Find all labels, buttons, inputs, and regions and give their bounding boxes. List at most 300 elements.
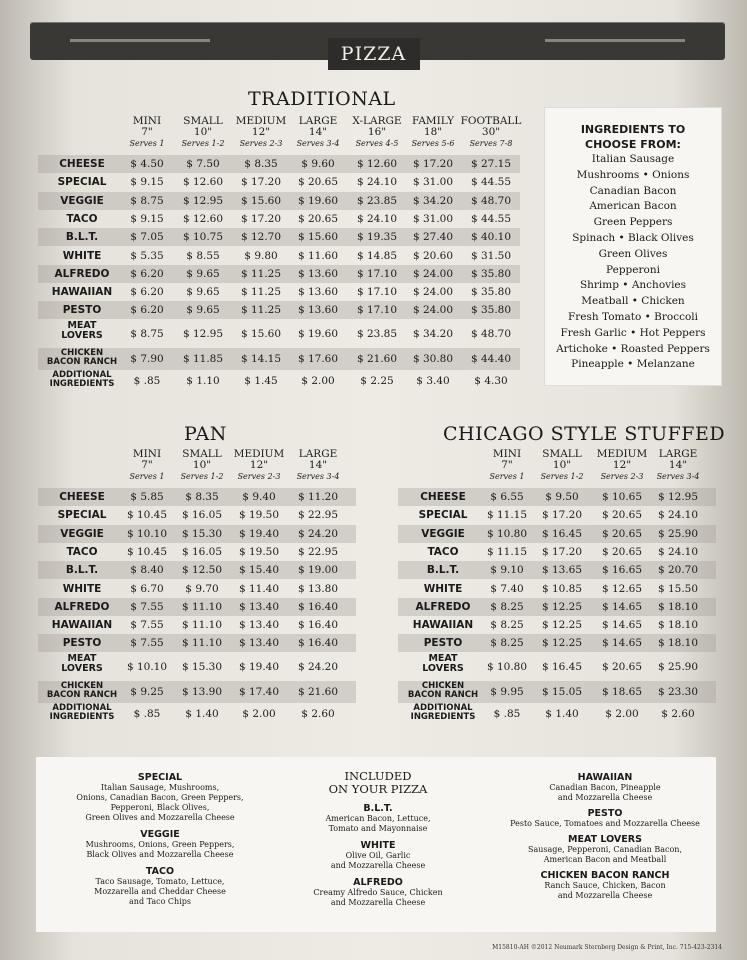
price-cell: $ 13.65 — [541, 564, 583, 577]
description-text: Creamy Alfredo Sauce, Chicken and Mozzarella Cheese — [313, 888, 443, 907]
size-header — [227, 449, 291, 482]
price-row — [38, 543, 356, 561]
item-name: ADDITIONAL INGREDIENTS — [410, 703, 476, 723]
price-cell: $ 25.90 — [657, 660, 699, 673]
price-cell: $ 21.60 — [297, 686, 339, 698]
price-cell: $ 10.45 — [126, 509, 168, 522]
price-cell: $ 9.40 — [242, 491, 276, 503]
price-cell: $ 4.30 — [474, 375, 508, 388]
price-cell: $ 8.75 — [130, 327, 164, 340]
price-cell: $ 14.65 — [601, 619, 643, 632]
price-row — [38, 228, 520, 246]
price-cell: $ 17.60 — [297, 353, 339, 365]
price-cell: $ .85 — [133, 375, 161, 388]
price-row — [38, 301, 520, 319]
size-name: LARGE — [658, 448, 698, 460]
description-text: Taco Sausage, Tomato, Lettuce, Mozzarella and Cheddar Cheese and Taco Chips — [94, 877, 226, 906]
price-cell: $ 35.80 — [470, 267, 512, 280]
price-row — [38, 598, 356, 616]
size-header — [590, 449, 654, 482]
price-cell: $ 34.20 — [412, 194, 454, 207]
item-name: TACO — [66, 545, 98, 558]
price-cell: $ 44.55 — [470, 212, 512, 225]
price-row — [398, 488, 716, 506]
price-cell: $ 6.70 — [130, 582, 164, 595]
price-cell: $ 1.10 — [186, 375, 220, 388]
price-cell: $ 2.60 — [661, 708, 695, 721]
price-cell: $ 1.45 — [244, 375, 278, 388]
price-cell: $ 10.85 — [541, 582, 583, 595]
size-name: FOOTBALL — [460, 115, 522, 127]
price-cell: $ 10.65 — [601, 491, 643, 503]
price-cell: $ 27.40 — [412, 231, 454, 244]
price-cell: $ 9.25 — [130, 686, 164, 698]
price-cell: $ 11.10 — [181, 637, 223, 650]
price-cell: $ 7.40 — [490, 582, 524, 595]
ingredient-item: American Bacon — [589, 200, 677, 213]
right-ornament-icon — [545, 39, 685, 42]
size-name: X-LARGE — [352, 115, 402, 127]
size-serves: Serves 1 — [129, 472, 165, 481]
size-inches: 12" — [249, 459, 269, 471]
price-cell: $ 8.35 — [244, 158, 278, 170]
size-header — [229, 116, 293, 149]
price-cell: $ 9.80 — [244, 249, 278, 262]
price-cell: $ 8.40 — [130, 564, 164, 577]
price-cell: $ 12.50 — [181, 564, 223, 577]
price-cell: $ 16.45 — [541, 660, 583, 673]
price-cell: $ 10.75 — [182, 231, 224, 244]
price-cell: $ 13.40 — [238, 619, 280, 632]
price-cell: $ 15.50 — [657, 582, 699, 595]
price-cell: $ 20.60 — [412, 249, 454, 262]
item-name: WHITE — [62, 582, 102, 595]
price-cell: $ 2.25 — [360, 375, 394, 388]
price-cell: $ 6.20 — [130, 304, 164, 317]
size-serves: Serves 2-3 — [239, 139, 283, 148]
description-block — [278, 840, 478, 871]
price-row — [38, 703, 356, 725]
price-cell: $ 11.15 — [486, 545, 528, 558]
description-text: Italian Sausage, Mushrooms, Onions, Canadian Bacon, Green Peppers, Pepperoni, Black Olives, Green Olives and Mozzarella Cheese — [76, 783, 244, 822]
included-title: INCLUDED ON YOUR PIZZA — [328, 769, 428, 796]
ingredient-item: Canadian Bacon — [589, 184, 677, 197]
price-cell: $ 19.50 — [238, 545, 280, 558]
price-cell: $ 9.15 — [130, 176, 164, 189]
size-header — [286, 116, 350, 149]
ingredient-item: Italian Sausage — [591, 153, 675, 165]
price-cell: $ 15.60 — [297, 231, 339, 244]
price-row — [398, 598, 716, 616]
ingredient-item: Green Olives — [598, 247, 668, 260]
size-inches: 7" — [141, 126, 153, 138]
price-cell: $ 19.40 — [238, 527, 280, 540]
price-cell: $ 15.40 — [238, 564, 280, 577]
price-cell: $ 20.65 — [601, 527, 643, 540]
item-name: MEAT LOVERS — [61, 319, 103, 341]
price-row — [38, 561, 356, 579]
price-cell: $ 12.65 — [601, 582, 643, 595]
traditional-title: TRADITIONAL — [248, 88, 396, 110]
price-cell: $ 7.55 — [130, 637, 164, 650]
price-row — [38, 283, 520, 301]
price-cell: $ 20.70 — [657, 564, 699, 577]
price-cell: $ 16.40 — [297, 600, 339, 613]
price-cell: $ 17.40 — [238, 686, 280, 698]
price-cell: $ 7.55 — [130, 619, 164, 632]
price-cell: $ 11.40 — [238, 582, 280, 595]
price-cell: $ 11.25 — [240, 304, 282, 317]
price-cell: $ 18.10 — [657, 637, 699, 650]
description-block — [60, 772, 260, 823]
price-cell: $ 10.80 — [486, 527, 528, 540]
item-name: CHICKEN BACON RANCH — [407, 681, 479, 700]
price-cell: $ 23.85 — [356, 194, 398, 207]
price-cell: $ 15.30 — [181, 660, 223, 673]
size-name: MEDIUM — [235, 115, 287, 127]
price-cell: $ 8.25 — [490, 600, 524, 613]
ingredient-item: Shrimp • Anchovies — [579, 279, 687, 292]
price-row — [38, 155, 520, 173]
description-block — [60, 829, 260, 860]
price-row — [38, 348, 520, 370]
description-heading: SPECIAL — [137, 772, 183, 783]
price-cell: $ 17.20 — [541, 509, 583, 522]
price-cell: $ 24.20 — [297, 527, 339, 540]
item-name: SPECIAL — [418, 509, 468, 522]
price-cell: $ 12.60 — [182, 176, 224, 189]
price-cell: $ 12.95 — [182, 327, 224, 340]
price-cell: $ 14.15 — [240, 353, 282, 365]
size-serves: Serves 3-4 — [296, 139, 340, 148]
ingredient-item: Fresh Garlic • Hot Peppers — [560, 326, 706, 339]
price-row — [398, 634, 716, 652]
price-cell: $ 23.85 — [356, 327, 398, 340]
price-cell: $ 13.90 — [181, 686, 223, 698]
price-cell: $ 16.40 — [297, 637, 339, 650]
price-row — [398, 543, 716, 561]
price-cell: $ 11.85 — [182, 353, 224, 365]
price-row — [38, 370, 520, 392]
size-serves: Serves 7-8 — [469, 139, 513, 148]
ingredient-item: Meatball • Chicken — [581, 295, 685, 308]
price-cell: $ 8.55 — [186, 249, 220, 262]
item-name: CHICKEN BACON RANCH — [46, 681, 118, 700]
price-cell: $ 2.00 — [301, 375, 335, 388]
ingredient-item: Artichoke • Roasted Peppers — [556, 342, 710, 355]
price-cell: $ 12.25 — [541, 637, 583, 650]
price-cell: $ 10.10 — [126, 660, 168, 673]
size-inches: 10" — [192, 459, 212, 471]
price-cell: $ 9.65 — [186, 267, 220, 280]
item-name: WHITE — [62, 249, 102, 262]
item-name: TACO — [66, 212, 98, 225]
price-cell: $ 2.00 — [242, 708, 276, 721]
footer-credit: M15810-AH ©2012 Neumark Sternberg Design & Print, Inc. 715-423-2314 — [492, 944, 722, 951]
price-cell: $ 24.10 — [356, 212, 398, 225]
ingredient-item: Green Peppers — [593, 216, 673, 229]
price-cell: $ 24.20 — [297, 660, 339, 673]
price-cell: $ 9.65 — [186, 286, 220, 299]
description-heading: CHICKEN BACON RANCH — [540, 870, 670, 881]
price-cell: $ 24.10 — [657, 545, 699, 558]
price-cell: $ 16.45 — [541, 527, 583, 540]
description-block — [505, 772, 705, 803]
price-row — [38, 488, 356, 506]
price-cell: $ 1.40 — [545, 708, 579, 721]
size-header — [646, 449, 710, 482]
item-name: MEAT LOVERS — [61, 652, 103, 674]
price-cell: $ 8.75 — [130, 194, 164, 207]
size-name: MEDIUM — [596, 448, 648, 460]
price-row — [38, 210, 520, 228]
price-cell: $ 20.65 — [601, 545, 643, 558]
description-text: Mushrooms, Onions, Green Peppers, Black Olives and Mozzarella Cheese — [85, 840, 235, 859]
price-cell: $ 35.80 — [470, 286, 512, 299]
price-cell: $ 17.10 — [356, 304, 398, 317]
price-cell: $ 20.65 — [601, 660, 643, 673]
ingredients-list — [545, 152, 721, 373]
description-heading: VEGGIE — [140, 829, 180, 840]
item-name: CHEESE — [59, 491, 105, 503]
price-cell: $ 30.80 — [412, 353, 454, 365]
price-cell: $ 27.15 — [470, 158, 512, 170]
size-name: FAMILY — [411, 115, 455, 127]
description-block — [60, 866, 260, 907]
description-block — [278, 877, 478, 908]
item-name: ADDITIONAL INGREDIENTS — [49, 370, 115, 390]
size-inches: 14" — [308, 126, 328, 138]
price-cell: $ 15.60 — [240, 327, 282, 340]
size-name: MINI — [492, 448, 522, 460]
price-cell: $ 7.05 — [130, 231, 164, 244]
price-cell: $ 13.60 — [297, 304, 339, 317]
price-cell: $ 31.00 — [412, 176, 454, 189]
price-cell: $ 6.55 — [490, 491, 524, 503]
price-cell: $ 12.60 — [356, 158, 398, 170]
size-serves: Serves 5-6 — [411, 139, 455, 148]
description-block — [505, 834, 705, 865]
price-cell: $ 12.95 — [182, 194, 224, 207]
price-cell: $ 13.40 — [238, 600, 280, 613]
size-inches: 12" — [612, 459, 632, 471]
ingredient-item: Pineapple • Melanzane — [571, 358, 695, 371]
size-serves: Serves 3-4 — [656, 472, 700, 481]
description-heading: TACO — [145, 866, 175, 877]
size-name: LARGE — [298, 115, 338, 127]
price-row — [38, 525, 356, 543]
price-cell: $ 24.00 — [412, 286, 454, 299]
price-cell: $ 10.80 — [486, 660, 528, 673]
description-heading: B.L.T. — [363, 803, 393, 814]
item-name: PESTO — [62, 304, 102, 317]
item-name: CHICKEN BACON RANCH — [46, 348, 118, 367]
size-inches: 10" — [552, 459, 572, 471]
pan-title: PAN — [184, 423, 227, 445]
price-cell: $ 19.40 — [238, 660, 280, 673]
ingredient-item: Fresh Tomato • Broccoli — [568, 310, 698, 323]
size-inches: 10" — [193, 126, 213, 138]
price-row — [38, 681, 356, 703]
price-cell: $ 9.60 — [301, 158, 335, 170]
item-name: ALFREDO — [54, 267, 110, 280]
item-name: PESTO — [423, 637, 463, 650]
price-cell: $ 20.65 — [601, 509, 643, 522]
price-cell: $ 24.00 — [412, 304, 454, 317]
price-cell: $ 9.50 — [545, 491, 579, 503]
price-row — [38, 616, 356, 634]
price-cell: $ 18.10 — [657, 619, 699, 632]
price-cell: $ 19.60 — [297, 194, 339, 207]
price-cell: $ 16.05 — [181, 509, 223, 522]
pizza-title: PIZZA — [328, 38, 420, 70]
price-cell: $ 7.50 — [186, 158, 220, 170]
item-name: CHEESE — [59, 158, 105, 170]
price-row — [38, 653, 356, 681]
price-cell: $ 8.25 — [490, 619, 524, 632]
size-name: SMALL — [183, 115, 223, 127]
price-cell: $ 19.35 — [356, 231, 398, 244]
price-cell: $ 40.10 — [470, 231, 512, 244]
price-cell: $ 11.60 — [297, 249, 339, 262]
price-cell: $ 8.25 — [490, 637, 524, 650]
price-cell: $ 18.10 — [657, 600, 699, 613]
price-row — [398, 580, 716, 598]
price-cell: $ 14.65 — [601, 637, 643, 650]
price-row — [38, 320, 520, 348]
price-cell: $ 9.70 — [185, 582, 219, 595]
price-row — [398, 703, 716, 725]
size-name: MEDIUM — [233, 448, 285, 460]
price-cell: $ 4.50 — [130, 158, 164, 170]
price-cell: $ 25.90 — [657, 527, 699, 540]
size-inches: 18" — [423, 126, 443, 138]
price-cell: $ 19.00 — [297, 564, 339, 577]
price-cell: $ 17.20 — [240, 212, 282, 225]
description-block — [505, 870, 705, 901]
ingredients-box — [545, 108, 721, 385]
price-cell: $ 9.10 — [490, 564, 524, 577]
price-cell: $ 24.00 — [412, 267, 454, 280]
price-cell: $ 14.85 — [356, 249, 398, 262]
description-heading: MEAT LOVERS — [568, 834, 642, 845]
item-name: HAWAIIAN — [412, 619, 474, 632]
size-inches: 30" — [481, 126, 501, 138]
price-cell: $ 1.40 — [185, 708, 219, 721]
size-serves: Serves 3-4 — [296, 472, 340, 481]
price-cell: $ 12.60 — [182, 212, 224, 225]
price-cell: $ 48.70 — [470, 194, 512, 207]
price-cell: $ 16.65 — [601, 564, 643, 577]
price-cell: $ 6.20 — [130, 286, 164, 299]
item-name: B.L.T. — [65, 564, 99, 577]
price-row — [38, 634, 356, 652]
size-name: LARGE — [298, 448, 338, 460]
price-row — [398, 525, 716, 543]
price-cell: $ 19.60 — [297, 327, 339, 340]
price-cell: $ 11.25 — [240, 267, 282, 280]
price-row — [398, 616, 716, 634]
size-header — [459, 116, 523, 149]
price-cell: $ 12.25 — [541, 600, 583, 613]
price-cell: $ 22.95 — [297, 545, 339, 558]
price-cell: $ 34.20 — [412, 327, 454, 340]
size-name: MINI — [132, 115, 162, 127]
item-name: VEGGIE — [60, 194, 104, 207]
price-row — [38, 506, 356, 524]
price-cell: $ 48.70 — [470, 327, 512, 340]
description-text: Olive Oil, Garlic and Mozzarella Cheese — [330, 851, 426, 870]
item-name: VEGGIE — [421, 527, 465, 540]
price-cell: $ 5.35 — [130, 249, 164, 262]
price-cell: $ 16.05 — [181, 545, 223, 558]
description-text: Pesto Sauce, Tomatoes and Mozzarella Cheese — [510, 819, 700, 828]
price-cell: $ 12.95 — [657, 491, 699, 503]
price-cell: $ 12.25 — [541, 619, 583, 632]
size-inches: 16" — [367, 126, 387, 138]
price-cell: $ 19.50 — [238, 509, 280, 522]
price-cell: $ 8.35 — [185, 491, 219, 503]
size-name: SMALL — [182, 448, 222, 460]
size-header — [171, 116, 235, 149]
size-serves: Serves 2-3 — [237, 472, 281, 481]
price-cell: $ 9.15 — [130, 212, 164, 225]
item-name: SPECIAL — [57, 176, 107, 189]
size-name: MINI — [132, 448, 162, 460]
size-header — [530, 449, 594, 482]
description-text: Ranch Sauce, Chicken, Bacon and Mozzarella Cheese — [544, 881, 666, 900]
size-inches: 14" — [668, 459, 688, 471]
price-cell: $ 20.65 — [297, 212, 339, 225]
size-serves: Serves 1-2 — [540, 472, 584, 481]
description-heading: ALFREDO — [353, 877, 403, 888]
price-cell: $ 11.10 — [181, 600, 223, 613]
item-name: MEAT LOVERS — [422, 652, 464, 674]
price-cell: $ .85 — [133, 708, 161, 721]
price-cell: $ 15.60 — [240, 194, 282, 207]
description-text: Sausage, Pepperoni, Canadian Bacon, American Bacon and Meatball — [528, 845, 682, 864]
size-serves: Serves 1 — [489, 472, 525, 481]
price-row — [38, 580, 356, 598]
ingredient-item: Spinach • Black Olives — [572, 231, 694, 244]
price-cell: $ 31.00 — [412, 212, 454, 225]
price-cell: $ 11.10 — [181, 619, 223, 632]
price-cell: $ 7.90 — [130, 353, 164, 365]
ingredient-item: Mushrooms • Onions — [576, 168, 690, 181]
price-cell: $ .85 — [493, 708, 521, 721]
item-name: ALFREDO — [415, 600, 471, 613]
price-cell: $ 13.80 — [297, 582, 339, 595]
item-name: B.L.T. — [65, 231, 99, 244]
price-cell: $ 5.85 — [130, 491, 164, 503]
left-ornament-icon — [70, 39, 210, 42]
price-row — [398, 653, 716, 681]
price-cell: $ 10.10 — [126, 527, 168, 540]
price-cell: $ 18.65 — [601, 686, 643, 698]
item-name: TACO — [427, 545, 459, 558]
price-cell: $ 2.00 — [605, 708, 639, 721]
description-text: Canadian Bacon, Pineapple and Mozzarella Cheese — [549, 783, 661, 802]
price-cell: $ 12.70 — [240, 231, 282, 244]
size-header — [345, 116, 409, 149]
size-serves: Serves 1-2 — [180, 472, 224, 481]
item-name: HAWAIIAN — [51, 286, 113, 299]
size-header — [170, 449, 234, 482]
price-row — [398, 681, 716, 703]
price-cell: $ 13.60 — [297, 286, 339, 299]
price-cell: $ 15.05 — [541, 686, 583, 698]
description-heading: PESTO — [587, 808, 623, 819]
